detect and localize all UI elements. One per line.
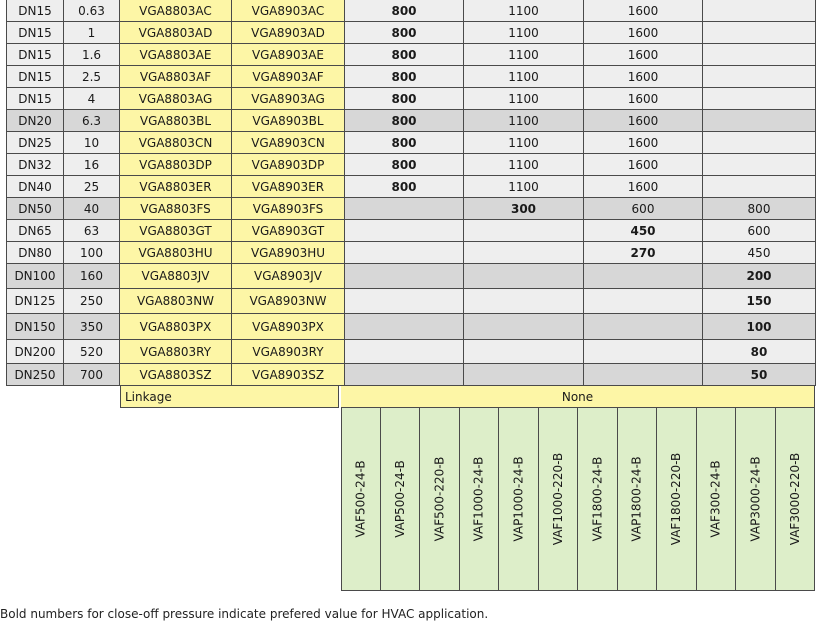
valve-2way-cell: VGA8803PX <box>120 314 232 340</box>
pressure-1000-cell: 1100 <box>464 44 584 66</box>
actuator-label: VAP1800-24-B <box>629 456 644 542</box>
valve-3way-cell: VGA8903AC <box>232 0 345 22</box>
pressure-3000-cell <box>703 132 816 154</box>
pressure-1000-cell: 1100 <box>464 154 584 176</box>
actuator-label: VAF1800-220-B <box>669 452 684 546</box>
pressure-1000-cell: 1100 <box>464 0 584 22</box>
dn-cell: DN32 <box>6 154 64 176</box>
table-row <box>6 314 816 340</box>
pressure-3000-cell: 450 <box>703 242 816 264</box>
pressure-500-cell <box>345 198 464 220</box>
pressure-1800-cell <box>584 364 703 386</box>
kvs-cell: 160 <box>64 264 120 289</box>
kvs-cell: 25 <box>64 176 120 198</box>
actuator-label: VAF1000-24-B <box>471 456 486 542</box>
valve-3way-cell: VGA8903BL <box>232 110 345 132</box>
pressure-3000-cell: 50 <box>703 364 816 386</box>
pressure-1800-cell: 1600 <box>584 44 703 66</box>
pressure-1000-cell <box>464 364 584 386</box>
pressure-1000-cell: 1100 <box>464 88 584 110</box>
valve-3way-cell: VGA8903GT <box>232 220 345 242</box>
pressure-3000-cell <box>703 22 816 44</box>
pressure-1800-cell: 1600 <box>584 132 703 154</box>
table-row <box>6 264 816 289</box>
valve-2way-cell: VGA8803ER <box>120 176 232 198</box>
pressure-3000-cell <box>703 66 816 88</box>
kvs-cell: 1.6 <box>64 44 120 66</box>
kvs-cell: 4 <box>64 88 120 110</box>
pressure-1000-cell <box>464 242 584 264</box>
actuator-header <box>341 408 381 591</box>
valve-2way-cell: VGA8803AC <box>120 0 232 22</box>
pressure-1800-cell: 1600 <box>584 154 703 176</box>
pressure-1000-cell <box>464 264 584 289</box>
valve-2way-cell: VGA8803HU <box>120 242 232 264</box>
actuator-headers <box>341 408 815 591</box>
kvs-cell: 63 <box>64 220 120 242</box>
pressure-3000-cell <box>703 110 816 132</box>
actuator-label: VAP3000-24-B <box>748 456 763 542</box>
valve-2way-cell: VGA8803NW <box>120 289 232 314</box>
table-row <box>6 0 816 22</box>
actuator-header <box>618 408 658 591</box>
table-row <box>6 289 816 314</box>
pressure-1800-cell: 1600 <box>584 66 703 88</box>
dn-cell: DN15 <box>6 88 64 110</box>
linkage-row <box>0 386 820 408</box>
valve-3way-cell: VGA8903AE <box>232 44 345 66</box>
table-row <box>6 22 816 44</box>
dn-cell: DN80 <box>6 242 64 264</box>
pressure-500-cell <box>345 340 464 364</box>
table-row <box>6 154 816 176</box>
table-row <box>6 198 816 220</box>
table-row <box>6 220 816 242</box>
pressure-1000-cell <box>464 340 584 364</box>
pressure-1800-cell: 600 <box>584 198 703 220</box>
valve-2way-cell: VGA8803BL <box>120 110 232 132</box>
table-row <box>6 132 816 154</box>
pressure-1800-cell <box>584 314 703 340</box>
valve-2way-cell: VGA8803JV <box>120 264 232 289</box>
valve-3way-cell: VGA8903AF <box>232 66 345 88</box>
dn-cell: DN125 <box>6 289 64 314</box>
pressure-1800-cell: 1600 <box>584 176 703 198</box>
pressure-1000-cell: 1100 <box>464 110 584 132</box>
valve-3way-cell: VGA8903FS <box>232 198 345 220</box>
actuator-label: VAF500-220-B <box>432 456 447 542</box>
pressure-1800-cell: 1600 <box>584 88 703 110</box>
kvs-cell: 100 <box>64 242 120 264</box>
actuator-header <box>539 408 579 591</box>
dn-cell: DN50 <box>6 198 64 220</box>
table-row <box>6 340 816 364</box>
valve-2way-cell: VGA8803AD <box>120 22 232 44</box>
actuator-label: VAF3000-220-B <box>787 452 802 546</box>
pressure-500-cell <box>345 220 464 242</box>
pressure-3000-cell: 800 <box>703 198 816 220</box>
valve-3way-cell: VGA8903ER <box>232 176 345 198</box>
pressure-1800-cell <box>584 264 703 289</box>
actuator-label: VAP500-24-B <box>392 460 407 538</box>
valve-2way-cell: VGA8803GT <box>120 220 232 242</box>
pressure-1800-cell: 1600 <box>584 0 703 22</box>
dn-cell: DN15 <box>6 66 64 88</box>
pressure-1800-cell: 1600 <box>584 110 703 132</box>
pressure-1800-cell: 1600 <box>584 22 703 44</box>
actuator-header <box>578 408 618 591</box>
pressure-500-cell: 800 <box>345 22 464 44</box>
pressure-3000-cell: 200 <box>703 264 816 289</box>
actuator-label: VAF300-24-B <box>708 460 723 538</box>
table-row <box>6 66 816 88</box>
pressure-1000-cell <box>464 220 584 242</box>
dn-cell: DN15 <box>6 0 64 22</box>
pressure-3000-cell: 600 <box>703 220 816 242</box>
valve-3way-cell: VGA8903JV <box>232 264 345 289</box>
pressure-1000-cell <box>464 289 584 314</box>
footnote: Bold numbers for close-off pressure indicate prefered value for HVAC application. <box>0 607 489 621</box>
pressure-3000-cell: 100 <box>703 314 816 340</box>
kvs-cell: 10 <box>64 132 120 154</box>
valve-3way-cell: VGA8903NW <box>232 289 345 314</box>
actuator-label: VAF1000-220-B <box>550 452 565 546</box>
actuator-header <box>776 408 816 591</box>
actuator-header <box>736 408 776 591</box>
pressure-1000-cell: 1100 <box>464 66 584 88</box>
valve-3way-cell: VGA8903AD <box>232 22 345 44</box>
pressure-1800-cell: 450 <box>584 220 703 242</box>
pressure-500-cell: 800 <box>345 66 464 88</box>
actuator-header <box>460 408 500 591</box>
pressure-500-cell <box>345 289 464 314</box>
valve-3way-cell: VGA8903PX <box>232 314 345 340</box>
table-row <box>6 176 816 198</box>
pressure-500-cell: 800 <box>345 88 464 110</box>
pressure-500-cell: 800 <box>345 176 464 198</box>
dn-cell: DN150 <box>6 314 64 340</box>
dn-cell: DN65 <box>6 220 64 242</box>
valve-3way-cell: VGA8903SZ <box>232 364 345 386</box>
actuator-header <box>381 408 421 591</box>
valve-2way-cell: VGA8803RY <box>120 340 232 364</box>
valve-2way-cell: VGA8803DP <box>120 154 232 176</box>
valve-3way-cell: VGA8903RY <box>232 340 345 364</box>
pressure-3000-cell <box>703 88 816 110</box>
pressure-1000-cell <box>464 314 584 340</box>
valve-3way-cell: VGA8903CN <box>232 132 345 154</box>
pressure-1000-cell: 1100 <box>464 132 584 154</box>
actuator-label: VAP1000-24-B <box>511 456 526 542</box>
dn-cell: DN200 <box>6 340 64 364</box>
pressure-3000-cell: 80 <box>703 340 816 364</box>
valve-3way-cell: VGA8903AG <box>232 88 345 110</box>
pressure-500-cell: 800 <box>345 0 464 22</box>
pressure-3000-cell <box>703 154 816 176</box>
dn-cell: DN40 <box>6 176 64 198</box>
pressure-500-cell: 800 <box>345 44 464 66</box>
valve-2way-cell: VGA8803SZ <box>120 364 232 386</box>
pressure-1800-cell <box>584 340 703 364</box>
table-row <box>6 364 816 386</box>
pressure-500-cell: 800 <box>345 154 464 176</box>
pressure-3000-cell <box>703 0 816 22</box>
actuator-header <box>499 408 539 591</box>
actuator-label: VAF1800-24-B <box>590 456 605 542</box>
valve-3way-cell: VGA8903DP <box>232 154 345 176</box>
valve-2way-cell: VGA8803FS <box>120 198 232 220</box>
pressure-500-cell <box>345 314 464 340</box>
kvs-cell: 2.5 <box>64 66 120 88</box>
actuator-header <box>657 408 697 591</box>
pressure-3000-cell: 150 <box>703 289 816 314</box>
linkage-cell: Linkage <box>120 386 339 408</box>
valve-2way-cell: VGA8803AE <box>120 44 232 66</box>
dn-cell: DN20 <box>6 110 64 132</box>
valve-3way-cell: VGA8903HU <box>232 242 345 264</box>
pressure-500-cell <box>345 242 464 264</box>
dn-cell: DN100 <box>6 264 64 289</box>
valve-2way-cell: VGA8803AG <box>120 88 232 110</box>
pressure-500-cell: 800 <box>345 110 464 132</box>
dn-cell: DN15 <box>6 44 64 66</box>
table-row <box>6 44 816 66</box>
valve-2way-cell: VGA8803CN <box>120 132 232 154</box>
pressure-500-cell <box>345 364 464 386</box>
dn-cell: DN250 <box>6 364 64 386</box>
actuator-label: VAF500-24-B <box>353 460 368 538</box>
kvs-cell: 6.3 <box>64 110 120 132</box>
pressure-1000-cell: 300 <box>464 198 584 220</box>
kvs-cell: 700 <box>64 364 120 386</box>
table-row <box>6 110 816 132</box>
actuator-header <box>697 408 737 591</box>
pressure-3000-cell <box>703 44 816 66</box>
kvs-cell: 250 <box>64 289 120 314</box>
pressure-1800-cell: 270 <box>584 242 703 264</box>
table-row <box>6 242 816 264</box>
pressure-500-cell: 800 <box>345 132 464 154</box>
actuator-header <box>420 408 460 591</box>
kvs-cell: 16 <box>64 154 120 176</box>
kvs-cell: 520 <box>64 340 120 364</box>
dn-cell: DN25 <box>6 132 64 154</box>
valve-2way-cell: VGA8803AF <box>120 66 232 88</box>
table-row <box>6 88 816 110</box>
kvs-cell: 40 <box>64 198 120 220</box>
kvs-cell: 0.63 <box>64 0 120 22</box>
pressure-3000-cell <box>703 176 816 198</box>
kvs-cell: 350 <box>64 314 120 340</box>
pressure-500-cell <box>345 264 464 289</box>
kvs-cell: 1 <box>64 22 120 44</box>
none-cell: None <box>341 386 815 408</box>
dn-cell: DN15 <box>6 22 64 44</box>
pressure-1000-cell: 1100 <box>464 22 584 44</box>
pressure-1000-cell: 1100 <box>464 176 584 198</box>
pressure-1800-cell <box>584 289 703 314</box>
